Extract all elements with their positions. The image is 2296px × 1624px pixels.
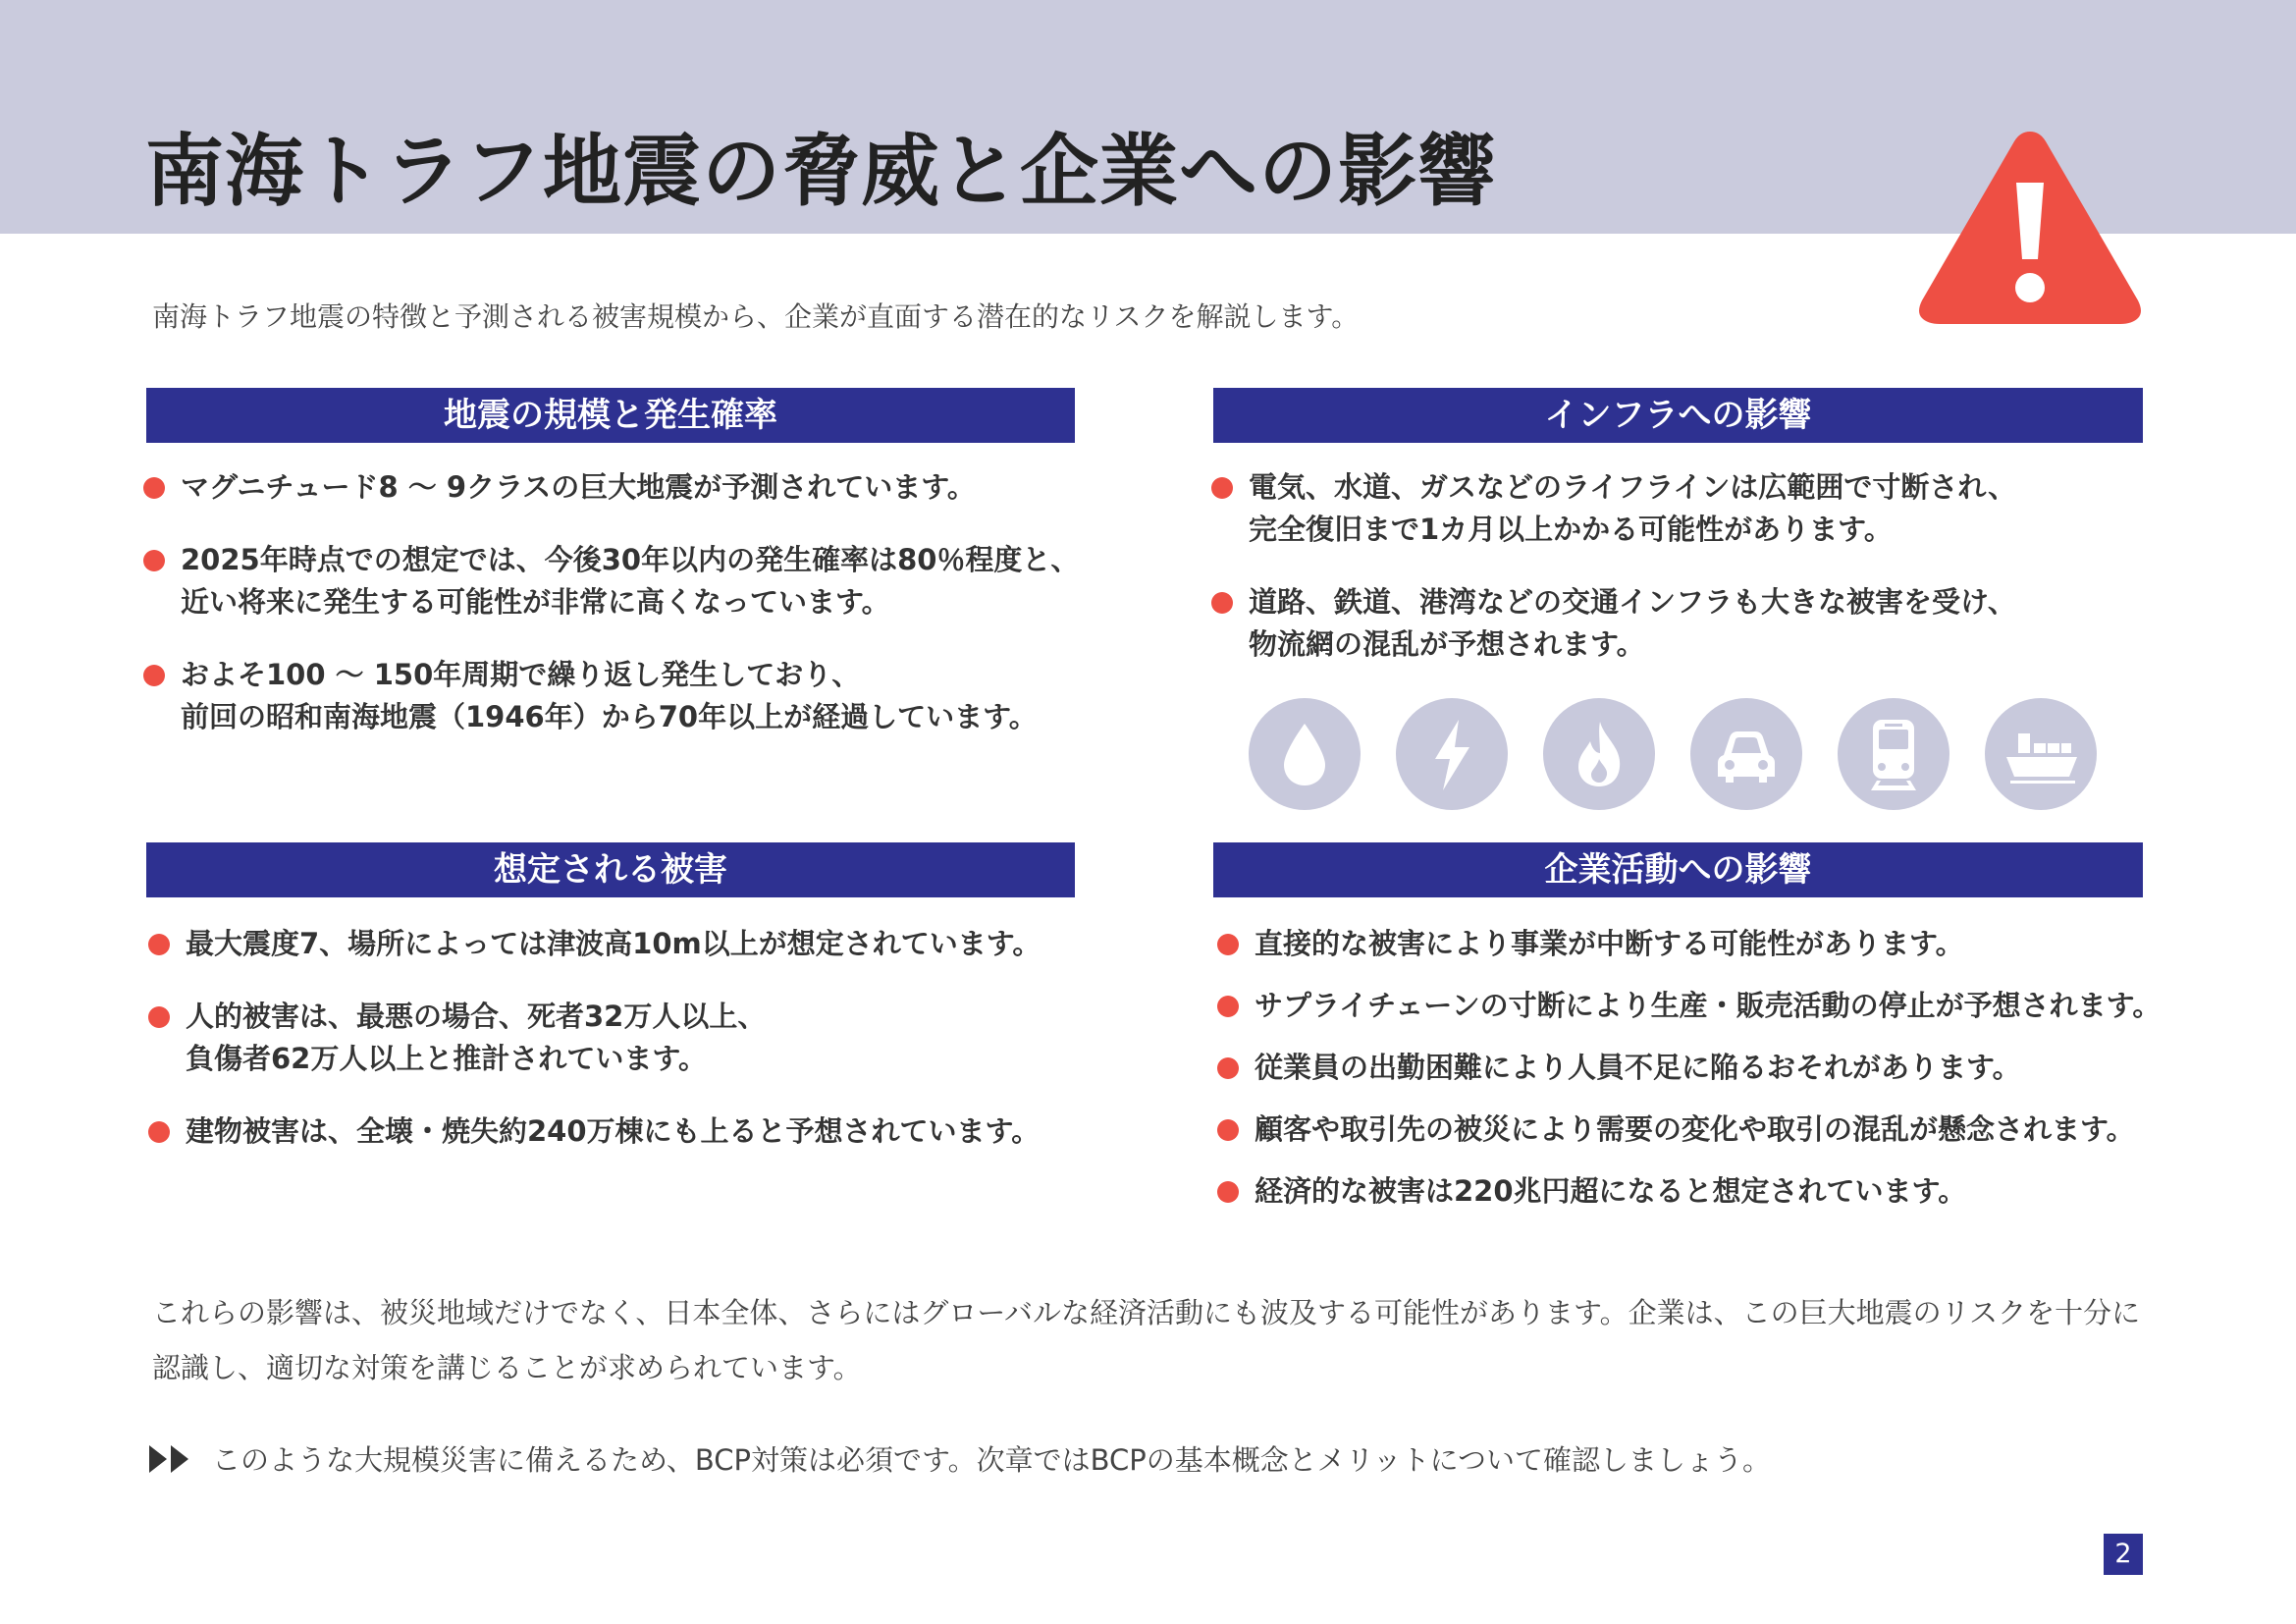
ship-icon — [1985, 698, 2097, 810]
page-number: 2 — [2104, 1534, 2143, 1575]
list-item: 2025年時点での想定では、今後30年以内の発生確率は80％程度と、 近い将来に発生する可能性が非常に高くなっています。 — [143, 539, 1086, 623]
next-chapter-note: このような大規模災害に備えるため、BCP対策は必須です。次章ではBCPの基本概念とメリットについて確認しましょう。 — [212, 1443, 1772, 1477]
bullet-icon — [143, 665, 165, 686]
warning-triangle-icon — [1916, 126, 2144, 325]
infra-icon-row — [1249, 698, 2101, 810]
double-chevron-right-icon — [147, 1443, 194, 1475]
bullet-icon — [143, 550, 165, 571]
list-item: 建物被害は、全壊・焼失約240万棟にも上ると予想されています。 — [148, 1110, 1091, 1153]
business-list — [1217, 923, 2160, 1213]
car-icon — [1690, 698, 1802, 810]
bullet-icon — [1211, 592, 1233, 614]
bullet-icon — [1217, 934, 1239, 955]
bullet-icon — [148, 1121, 170, 1143]
damage-list — [148, 923, 1091, 1153]
list-item: 道路、鉄道、港湾などの交通インフラも大きな被害を受け、 物流網の混乱が予想されます。 — [1211, 581, 2154, 666]
page-title: 南海トラフ地震の脅威と企業への影響 — [145, 126, 1497, 217]
list-item: 経済的な被害は220兆円超になると想定されています。 — [1217, 1170, 2160, 1213]
infra-list — [1211, 466, 2154, 666]
section-header-infra: インフラへの影響 — [1213, 388, 2143, 443]
section-header-damage: 想定される被害 — [146, 842, 1075, 897]
bullet-icon — [1217, 1181, 1239, 1203]
gas-flame-icon — [1543, 698, 1655, 810]
water-drop-icon — [1249, 698, 1361, 810]
train-icon — [1838, 698, 1949, 810]
bullet-icon — [148, 1006, 170, 1028]
list-item: 電気、水道、ガスなどのライフラインは広範囲で寸断され、 完全復旧まで1カ月以上かかる可能性があります。 — [1211, 466, 2154, 551]
section-header-scale: 地震の規模と発生確率 — [146, 388, 1075, 443]
list-item: マグニチュード8 ～ 9クラスの巨大地震が予測されています。 — [143, 466, 1086, 509]
intro-text: 南海トラフ地震の特徴と予測される被害規模から、企業が直面する潜在的なリスクを解説します。 — [152, 300, 1360, 333]
bullet-icon — [1217, 1057, 1239, 1079]
bullet-icon — [1217, 1119, 1239, 1141]
bullet-icon — [143, 477, 165, 499]
list-item: 最大震度7、場所によっては津波高10m以上が想定されています。 — [148, 923, 1091, 965]
bullet-icon — [1217, 996, 1239, 1017]
closing-paragraph: これらの影響は、被災地域だけでなく、日本全体、さらにはグローバルな経済活動にも波及する可能性があります。企業は、この巨大地震のリスクを十分に認識し、適切な対策を講じることが求められています。 — [152, 1296, 2141, 1384]
scale-list — [143, 466, 1086, 738]
list-item: 従業員の出勤困難により人員不足に陥るおそれがあります。 — [1217, 1047, 2160, 1089]
lightning-icon — [1396, 698, 1508, 810]
list-item: 人的被害は、最悪の場合、死者32万人以上、 負傷者62万人以上と推計されています。 — [148, 996, 1091, 1080]
bullet-icon — [1211, 477, 1233, 499]
list-item: 顧客や取引先の被災により需要の変化や取引の混乱が懸念されます。 — [1217, 1109, 2160, 1151]
list-item: サプライチェーンの寸断により生産・販売活動の停止が予想されます。 — [1217, 985, 2160, 1027]
section-header-business: 企業活動への影響 — [1213, 842, 2143, 897]
list-item: およそ100 ～ 150年周期で繰り返し発生しており、 前回の昭和南海地震（1946年）から70年以上が経過しています。 — [143, 654, 1086, 738]
list-item: 直接的な被害により事業が中断する可能性があります。 — [1217, 923, 2160, 965]
bullet-icon — [148, 934, 170, 955]
